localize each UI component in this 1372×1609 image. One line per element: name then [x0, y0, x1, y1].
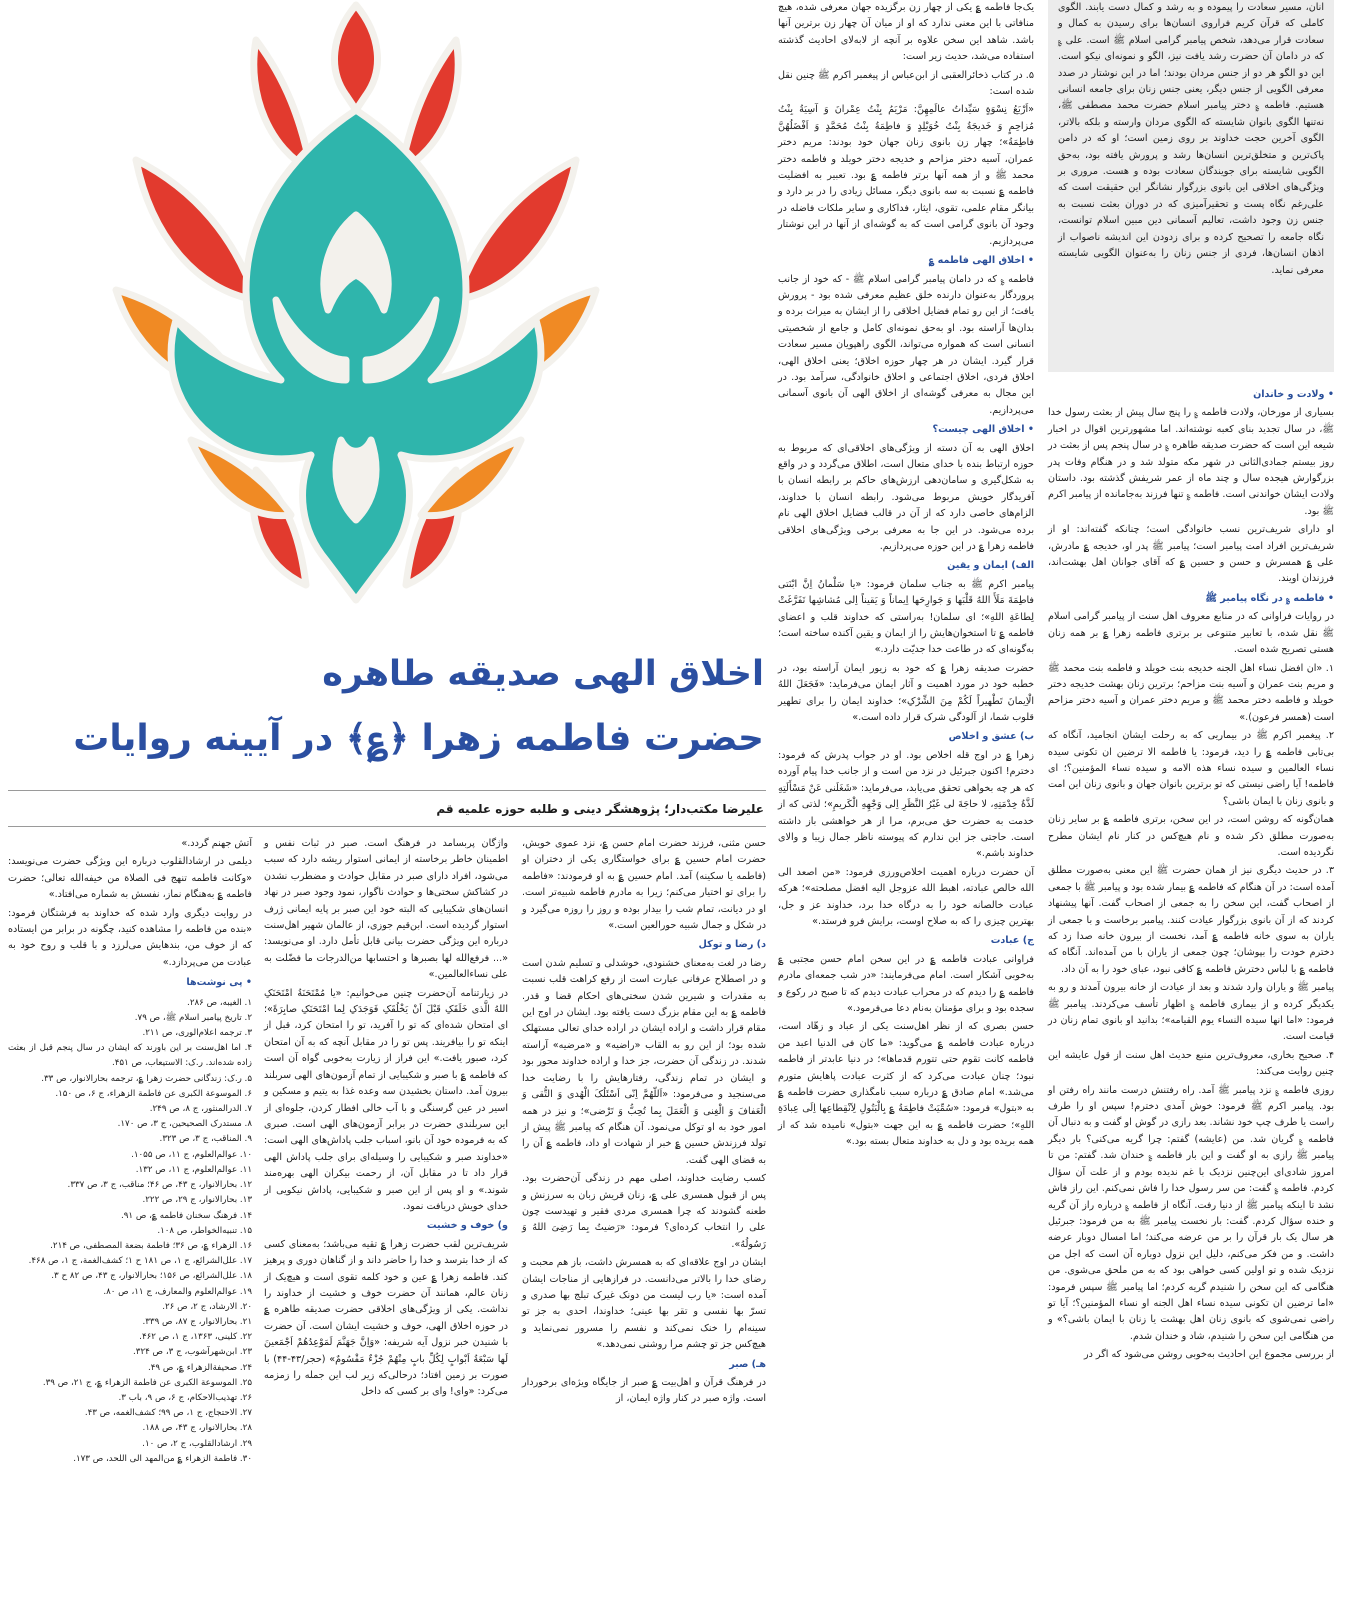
article-title-line-1: اخلاق الهی صدیقه طاهره: [322, 654, 764, 694]
paragraph: آن حضرت درباره اهمیت اخلاص‌ورزی فرمود: «من اصعد الی الله خالص عبادته، اهبط الله عزوجل الیه افضل مصلحته»؛ هرکه عبادت خالصانه خود را به درگاه خدا برد، خداوند عز و جل، بهترین چیزی را که به صلاح اوست، برایش فرو فرستد.»: [778, 866, 1034, 927]
footnote-item: ۱۵. تنبیه‌الخواطر، ص ۱۰۸.: [157, 1225, 252, 1236]
article-title-line-2: حضرت فاطمه زهرا ﴿؏﴾ در آیینه روایات: [73, 718, 764, 759]
footnotes-list: [8, 996, 252, 1467]
paragraph: فراوانی عبادت فاطمه ؏ در این سخن امام حسن مجتبی ؏ به‌خوبی آشکار است. امام می‌فرمایند: «در شب جمعه‌ای مادرم فاطمه ؏ را دیدم که در محراب عبادت دیدم که تا صبح در رکوع و سجده بود و برای مؤمنان به‌نام دعا می‌فرمود.»: [778, 953, 1034, 1014]
paragraph: دیلمی در ارشادالقلوب درباره این ویژگی حضرت می‌نویسد: «وکانت فاطمه تنهج فی الصلاة من خیفه‌الله تعالی؛ حضرت فاطمه ؏ به‌هنگام نماز، نفسش به شماره می‌افتاد.»: [8, 856, 252, 901]
article-column-middle: [778, 0, 1034, 1148]
footnote-item: ۹. المناقب، ج ۳، ص ۳۲۳.: [159, 1134, 252, 1145]
footnote-item: ۱۰. عوالم‌العلوم، ج ۱۱، ص ۱۰۵۵.: [131, 1149, 252, 1160]
footnote-item: ۲. تاریخ پیامبر اسلام ﷺ، ص ۷۹.: [134, 1012, 252, 1023]
section-heading: د) رضا و توکل: [698, 939, 766, 951]
paragraph: ۳. در حدیث دیگری نیز از همان حضرت ﷺ این معنی به‌صورت مطلق آمده است: در آن هنگام که فاطمه ؏ بیمار شده بود و پیامبر ﷺ با جمعی از اصحاب گفت، این سخن را به جمعی از اصحاب گفت. آنها پیشنهاد کردند که از آن بانوی بزرگوار عیادت کنند. پیامبر برخاست و با جمعی از یاران به سوی خانه فاطمه ؏ آمد، نخست از بیرون خانه صدا زد که دخترم خودت را بپوشان؛ چون جمعی از یاران با من آمده‌اند. آنگاه که فاطمه ؏ با لباس دخترش فاطمه ؏ کافی نبود، عبای خود را به آن داد.: [1048, 865, 1334, 975]
footnote-item: ۳۰. فاطمة الزهراء ؏ من‌المهد الی اللحد، ص ۱۷۳.: [73, 1453, 252, 1464]
footnote-item: ۱۹. عوالم‌العلوم والمعارف، ج ۱۱، ص ۸۰.: [103, 1286, 252, 1297]
paragraph: اخلاق الهی به آن دسته از ویژگی‌های اخلاقی‌ای که مربوط به حوزه ارتباط بنده با خدای متعال است، اطلاق می‌گردد و در واقع به شکل‌گیری و سامان‌دهی ارزش‌های حاکم بر رابطه انسان با آفریدگار خویش مربوط می‌شود. رابطه انسان با خداوند، الزام‌های خاصی دارد که از آن در قالب فضایل اخلاق الهی نام برده می‌شود. در این جا به معرفی برخی ویژگی‌های اخلاقی فاطمه زهرا ؏ در این حوزه می‌پردازیم.: [778, 442, 1034, 552]
paragraph: ۲. پیغمبر اکرم ﷺ در بیماریی که به رحلت ایشان انجامید، آنگاه که بی‌تابی فاطمه ؏ را دید، فرمود: یا فاطمه الا ترضین ان تکونی سیده نساء العالمین و سیده نساء هذه الامه و سیده نساء المؤمنین؟؛ ای فاطمه! آیا راضی نیستی که تو برترین بانوان جهان و بانوی زنان این امت و بانوی زنان با ایمان باشی؟: [1048, 730, 1334, 807]
footnote-item: ۶. الموسوعة الکبری عن فاطمة الزهراء، ج ۶، ص ۱۵۰.: [55, 1088, 252, 1099]
footnotes-heading: • پی نوشت‌ها: [186, 977, 252, 989]
paragraph: پیامبر اکرم ﷺ به جناب سلمان فرمود: «یا سَلْمانُ اِنَّ ابْنَتی فاطِمَةَ مَلَأَ اللهُ قَلْبَها وَ جَوارِحَها اِیماناً وَ یَقیناً اِلی مُشاشِها تَفَرَّغَتْ لِطاعَةِ اللهِ»؛ ای سلمان! به‌راستی که خداوند قلب و اعضای فاطمه ؏ تا استخوان‌هایش را از ایمان و یقین آکنده ساخته است؛ به‌گونه‌ای که در طاعت خدا جدیّت دارد.»: [778, 578, 1034, 656]
paragraph: او دارای شریف‌ترین نسب خانوادگی است؛ چنانکه گفته‌اند: او از شریف‌ترین افراد امت پیامبر است؛ پیامبر ﷺ پدر او، خدیجه ؏ مادرش، علی ؏ همسرش و حسن و حسین ؏ که آقای جوانان اهل بهشت‌اند، فرزندان اویند.: [1048, 524, 1334, 585]
paragraph: ۴. صحیح بخاری، معروف‌ترین منبع حدیث اهل سنت از قول عایشه این چنین روایت می‌کند:: [1048, 1049, 1334, 1078]
section-heading: • فاطمه ؏ در نگاه پیامبر ﷺ: [1205, 592, 1334, 604]
ornament-illustration: [96, 0, 616, 632]
article-column-bottom-1: [522, 836, 766, 1604]
paragraph: روزی فاطمه ؏ نزد پیامبر ﷺ آمد. راه رفتنش درست مانند راه رفتن او بود. پیامبر اکرم ﷺ فرمود: خوش آمدی دخترم! سپس او را طرف راست یا طرف چپ خود نشاند. بعد رازی در گوش او گفت و به دنبال آن فاطمه ؏ گریان شد. من (عایشه) گفتم: چرا گریه می‌کنی؟ بار دیگر پیامبر ﷺ رازی به او گفت و این بار فاطمه ؏ خندان شد. گفتم: من تا امروز شادی‌ای این‌چنین نزدیک با غم ندیده بودم و از علت آن سؤال کردم. فاطمه ؏ گفت: من سر رسول خدا را فاش نمی‌کنم. این راز فاش نشد تا اینکه پیامبر ﷺ از دنیا رفت. آنگاه از فاطمه ؏ درباره راز آن گریه و خنده سؤال کردم. گفت: بار نخست پیامبر ﷺ به من فرمود: جبرئیل هر سال یک بار قرآن را بر من عرضه می‌کند؛ اما امسال دوبار عرضه داشت. و من فکر می‌کنم، دلیل این نزول دوباره آن است که اجل من نزدیک شده و تو اولین کسی خواهی بود که به من ملحق می‌شوی. من هنگامی که این سخن را شنیدم گریه کردم؛ اما پیامبر ﷺ سپس فرمود: «اما ترضین ان تکونی سیده نساء اهل الجنه او نساء المؤمنین؟؛ آیا تو راضی نمی‌شوی که بانوی زنان اهل بهشت یا زنان با ایمان باشی؟» و من هنگامی این سخن را شنیدم، شاد و خندان شدم.: [1048, 1084, 1334, 1342]
paragraph: واژگان پربسامد در فرهنگ است. صبر در ثبات نفس و اطمینان خاطر برخاسته از ایمانی استوار ریشه دارد که سبب می‌شود، افراد دارای صبر در مقابل حوادث و مضطرب نشدن در کشاکش سختی‌ها و حوادث ناگوار، نمود وجود صبر در نهاد انسان‌های شکیبایی که البته خود این صبر بر پایه ایمانی ژرف استوار گردیده است. ابن‌قیم جوزی، از عالمان شهیر اهل‌سنت درباره این ویژگی حضرت بیانی قابل تأمل دارد. او می‌نویسد: «... فرفع‌الله لها بصبرها و احتسابها من‌الدرجات ما فضّلت به علی نساء‌العالمین.»: [264, 838, 508, 981]
article-column-bottom-2: [264, 836, 508, 1604]
paragraph: فاطمه ؏ که در دامان پیامبر گرامی اسلام ﷺ - که خود از جانب پروردگار به‌عنوان دارنده خلق عظیم معرفی شده بود - پرورش یافت؛ از این رو تمام فضایل اخلاقی را از ایشان به میراث برده و بدان‌ها آراسته بود. او به‌حق نمونه‌ای کامل و جامع از شخصیتی انسانی است که همواره می‌تواند، الگوی راهپویان مسیر سعادت قرار گیرد. ایشان در هر چهار حوزه اخلاق؛ یعنی اخلاق الهی، اخلاق فردی، اخلاق اجتماعی و اخلاق خانوادگی، سرآمد بود. در این مجال به معرفی گوشه‌ای از اخلاق الهی آن بانوی آسمانی می‌پردازیم.: [778, 273, 1034, 416]
paragraph: پیامبر ﷺ و یاران وارد شدند و بعد از عیادت از خانه بیرون آمدند و رو به یکدیگر کرده و از بیماری فاطمه ؏ اظهار تأسف می‌کردند. پیامبر ﷺ فرمود: «اما انها سیده النساء یوم القیامه»؛ بدانید او بانوی تمام زنان در قیامت است.: [1048, 982, 1334, 1043]
paragraph: بسیاری از مورخان، ولادت فاطمه ؏ را پنج سال پیش از بعثت رسول خدا ﷺ، در سال تجدید بنای کعبه نوشته‌اند. اما مشهورترین اقوال در اخبار شیعه این است که حضرت صدیقه طاهره ؏ در سال پنجم پس از بعثت در روز بیستم جمادی‌الثانی در شهر مکه متولد شد و در هنگام وفات پدر بزرگوارش هیجده سال و چند ماه از عمر شریفش گذشته بود. داستان ولادت ایشان خواندنی است. فاطمه ؏ تنها فرزند به‌جامانده از پیامبر اکرم ﷺ بود.: [1048, 407, 1334, 517]
article-column-right: [1048, 384, 1334, 1604]
paragraph: در روایت دیگری وارد شده که خداوند به فرشتگان فرمود: «بنده من فاطمه را مشاهده کنید، چگونه در برابر من ایستاده که از خوف من، بندهایش می‌لرزد و با قلب و روح خود به عبادت من می‌پردازد.»: [8, 907, 252, 968]
paragraph: همان‌گونه که روشن است، در این سخن، برتری فاطمه ؏ بر سایر زنان به‌صورت مطلق ذکر شده و نام هیچ‌کس در کنار نام ایشان مطرح نگردیده است.: [1048, 814, 1334, 858]
footnote-item: ۲۳. ابن‌شهرآشوب، ج ۳، ص ۳۲۴.: [133, 1347, 252, 1358]
footnote-item: ۲۸. بحارالانوار، ج ۴۳، ص ۱۸۸.: [142, 1423, 252, 1434]
paragraph: شریف‌ترین لقب حضرت زهرا ؏ تقیه می‌باشد؛ به‌معنای کسی که از خدا بترسد و خدا را حاضر داند و از گناهان دوری و پرهیز کند. فاطمه زهرا ؏ عین و خود کلمه تقوی است و هیچ‌یک از زنان عالم، همانند آن حضرت خوف و خشیت از خداوند را نداشت. یکی از ویژگی‌های اخلاقی حضرت صدیقه طاهره ؏ در حوزه اخلاق الهی، خوف و خشیت ایشان است. آن حضرت با شنیدن خبر نزول آیه شریفه: «وَاِنَّ جَهَنَّمَ لَمَوْعِدُهُمْ اَجْمَعینَ لَها سَبْعَةُ اَبْوابٍ لِکُلِّ بابٍ مِنْهُمْ جُزْءٌ مَقْسُومٌ» (حجر/۴۳-۴۴) با صورت بر زمین افتاد؛ درحالی‌که زیر لب این جمله را زمزمه می‌کرد: «وای! وای بر کسی که داخل: [263, 1238, 508, 1398]
paragraph: ۱. «ان افضل نساء اهل الجنه خدیجه بنت خویلد و فاطمه بنت محمد ﷺ و مریم بنت عمران و آسیه بنت مزاحم؛ برترین زنان بهشت خدیجه دختر خویلد و فاطمه دختر محمد ﷺ و مریم دختر عمران و آسیه دختر مزاحم است (همسر فرعون).»: [1048, 662, 1334, 723]
article-author: علیرضا مکتب‌دار؛ پژوهشگر دینی و طلبه حوزه علمیه قم: [436, 802, 764, 816]
paragraph: زهرا ؏ در اوج قله اخلاص بود. او در جواب پدرش که فرمود: دخترم! اکنون جبرئیل در نزد من است و از جانب خدا پیام آورده که هر چه بخواهی تحقق می‌یابد، می‌فرماید: «شَغَلَنی عَنْ مَسْأَلَتِهِ لَذَّةُ خِدْمَتِهِ، لا حاجَةَ لی غَیْرُ النَّظَرِ اِلی وَجْهِهِ الْکَریمِ»؛ لذتی که از خدمت به حضرت حق می‌برم، مرا از هر خواهشی باز داشته است. حاجتی جز این ندارم که پیوسته ناظر جمال زیبا و والای خداوند باشم.»: [778, 749, 1034, 860]
section-heading: • اخلاق الهی فاطمه ؏: [928, 255, 1034, 267]
paragraph: حسن بصری که از نظر اهل‌سنت یکی از عباد و زهّاد است، درباره عبادت فاطمه ؏ می‌گوید: «ما کان فی الدنیا اعبد من فاطمه کانت تقوم حتی تتورم قدماها»؛ در دنیا عابدتر از فاطمه نبود؛ چنان عبادت می‌کرد که از کثرت عبادت پاهایش متورم می‌شد.» امام صادق ؏ درباره سبب نامگذاری حضرت فاطمه ؏ به «بتول» فرمود: «سُمِّیَتْ فاطِمَةُ ؏ بِالْبَتُولِ لِاَنْقِطاعِها اِلَی عِبادَةِ اللهِ»؛ حضرت فاطمه ؏ به این جهت «بتول» نامیده شد که از همه بریده بود و دل به خداوند متعال بسته بود.»: [778, 1021, 1034, 1148]
footnote-item: ۱۷. علل‌الشرائع، ج ۱، ص ۱۸۱ ح ۱؛ کشف‌الغمة، ج ۱، ص ۴۶۸.: [28, 1256, 252, 1267]
footnote-item: ۱۸. علل‌الشرائع، ص ۱۵۶؛ بحارالانوار، ج ۴۳، ص ۸۲ ح ۳.: [51, 1271, 252, 1282]
paragraph: یک‌جا فاطمه ؏ یکی از چهار زن برگزیده جهان معرفی شده، هیچ منافاتی با این معنی ندارد که او از میان آن چهار زن برترین آنها باشد. شاهد این سخن علاوه بر آنچه از لابه‌لای احادیث گذشته استفاده می‌شد، حدیث زیر است:: [778, 2, 1034, 63]
section-heading: و) خوف و خشیت: [426, 1220, 508, 1232]
paragraph: رضا در لغت به‌معنای خشنودی، خوشدلی و تسلیم شدن است و در اصطلاح عرفانی عبارت است از رفع کراهت قلب نسبت به مقدرات و شیرین شدن سختی‌های احکام قضا و قدر. فاطمه ؏ به این مقام بزرگ دست یافته بود. ایشان در اوج این مقام قرار داشت و اراده ایشان در اراده خدای تعالی مستهلک شده بود؛ از این رو به القاب «راضیه» و «مرضیه» آراسته شدند. در زندگی آن حضرت، جز خدا و اراده خداوند محور بود و ایشان در تمام زندگی، رفتارهایش را با رضایت خدا می‌سنجید و می‌فرمود: «اَللّهُمَّ اِنّی اَسْئَلُکَ الْهُدی وَ التُّقی وَ الْعَفافَ وَ الْغِنی وَ الْعَمَلَ بِما تُحِبُّ وَ تَرْضی»؛ و نیز در همه امور خود به او توکل می‌نمود. آن هنگام که پیامبر ﷺ پیش از تولد فرزندش حسین ؏ خبر از شهادت او داد، فاطمه ؏ آن را به قضای الهی گفت.: [522, 957, 766, 1166]
footnote-item: ۴. اما اهل‌سنت بر این باورند که ایشان در سال پنجم قبل از بعثت زاده شده‌اند. ر.ک: الاستیعاب، ص ۴۵۱.: [8, 1043, 252, 1069]
footnote-item: ۱۲. بحارالانوار، ج ۴۳، ص ۴۶؛ مناقب، ج ۳، ص ۳۳۷.: [67, 1180, 252, 1191]
author-divider: [8, 826, 766, 827]
title-divider: [8, 790, 766, 791]
section-heading: ب) عشق و اخلاص: [948, 731, 1034, 743]
footnote-item: ۱. الغیبه، ص ۲۸۶.: [187, 997, 252, 1008]
paragraph: از بررسی مجموع این احادیث به‌خوبی روشن می‌شود که اگر در: [1083, 1349, 1334, 1361]
footnote-item: ۱۳. بحارالانوار، ج ۲۹، ص ۲۲۲.: [142, 1195, 252, 1206]
paragraph: حسن مثنی، فرزند حضرت امام حسن ؏، نزد عموی خویش، حضرت امام حسین ؏ برای خواستگاری یکی از دختران او (فاطمه یا سکینه) آمد. امام حسین ؏ به او فرمودند: «فاطمه را برای تو اختیار می‌کنم؛ زیرا به مادرم فاطمه شبیه‌تر است. او در دیانت، تمام شب را بیدار بوده و روز را روزه می‌گیرد و در شکل و جمال شبیه حورالعین است.»: [522, 838, 766, 932]
footnote-item: ۲۴. صحیفة‌الزهراء ؏، ص ۴۹.: [147, 1362, 252, 1373]
footnote-item: ۳. ترجمه اعلام‌الوری، ص ۲۱۱.: [142, 1028, 252, 1039]
section-heading: • ولادت و خاندان: [1253, 389, 1334, 400]
paragraph: حضرت صدیقه زهرا ؏ که خود به زیور ایمان آراسته بود، در خطبه خود در مورد اهمیت و آثار ایمان می‌فرماید: «فَجَعَلَ اللهُ الْاِیمانَ تَطْهیراً لَکُمْ مِنَ الشِّرْکِ»؛ خداوند ایمان را برای تطهیر قلوب شما، از آلودگی شرک قرار داده است.»: [778, 662, 1034, 724]
intro-text: انان، مسیر سعادت را پیموده و به رشد و کمال دست یابند. الگوی کاملی که قرآن کریم فراروی انسان‌ها برای رسیدن به کمال و سعادت قرار می‌دهد، شخص پیامبر گرامی اسلام ﷺ است. علی ؏ که در دامان آن حضرت رشد یافت نیز، الگو و نمونه‌ای نیکو است. این دو الگو هر دو از جنس مردان بودند؛ اما در این نوشتار در صدد معرفی الگویی از جنس دیگر، یعنی جنس زنان برای جامعه انسانی هستیم. فاطمه ؏ دختر پیامبر اسلام حضرت محمد مصطفی ﷺ، نه‌تنها الگوی بانوان شایسته که الگوی مردان وارسته و بلکه بالاتر، الگوی آخرین حجت خداوند بر روی زمین است؛ او که در دامن پاک‌ترین و متخلق‌ترین انسان‌ها رشد و پرورش یافته بود، به‌حق الگویی شایسته برای جویندگان سعادت بوده و هست. مروری بر ویژگی‌های اخلاقی این بانوی بزرگوار نشانگر این حقیقت است که علی‌رغم نگاه پست و تحقیرآمیزی که در دوران بعثت نسبت به جنس زن وجود داشت، تعالیم آسمانی دین مبین اسلام توانست، نگاه جامعه را تصحیح کرده و برای زدودن این اندیشه ناصواب از اذهان انسان‌ها، فردی از جنس زنان را به‌عنوان الگویی شایسته معرفی نماید.: [1058, 2, 1324, 276]
intro-box: [1048, 0, 1334, 372]
section-heading: ج) عبادت: [990, 935, 1034, 947]
footnote-item: ۱۱. عوالم‌العلوم، ج ۱۱، ص ۱۳۲.: [135, 1164, 252, 1175]
paragraph: ۵. در کتاب ذخائرالعقبی از ابن‌عباس از پیغمبر اکرم ﷺ چنین نقل شده است:: [778, 69, 1034, 98]
section-heading: الف) ایمان و یقین: [947, 560, 1034, 572]
footnote-item: ۵. ر.ک: زندگانی حضرت زهرا ؏، ترجمه بحارالانوار، ص ۳۳.: [41, 1073, 252, 1084]
footnote-item: ۲۲. کلینی، ۱۳۶۳، ج ۱، ص ۴۶۲.: [139, 1332, 252, 1343]
footnote-item: ۲۰. الارشاد، ج ۲، ص ۲۶.: [162, 1301, 252, 1312]
footnote-item: ۲۹. ارشادالقلوب، ج ۲، ص ۱۰.: [142, 1438, 252, 1449]
footnote-item: ۲۵. الموسوعة الکبری عن فاطمة الزهراء ؏، ج ۲۱، ص ۳۹.: [42, 1377, 252, 1388]
footnote-item: ۸. مستدرک الصحیحین، ج ۳، ص ۱۷۰.: [117, 1119, 252, 1130]
footnote-item: ۲۶. تهذیب‌الاحکام، ج ۶، ص ۹، باب ۳.: [118, 1392, 252, 1403]
paragraph: در روایات فراوانی که در منابع معروف اهل سنت از پیامبر گرامی اسلام ﷺ نقل شده، با تعابیر متنوعی بر برتری فاطمه زهرا ؏ بر همه زنان هستی تصریح شده است.: [1048, 611, 1334, 656]
paragraph: آتش جهنم گردد.»: [181, 838, 252, 849]
section-heading: هـ) صبر: [729, 1358, 766, 1370]
paragraph: ایشان در اوج علاقه‌ای که به همسرش داشت، باز هم محبت و رضای خدا را بالاتر می‌دانست. در فرازهایی از مناجات ایشان آمده است: «یا رب لیست من دونک غیرک تبلج بها صدری و تسرّ بها نفسی و تقر بها عینی؛ خداوندا، احدی به جز تو سینه‌ام را خنک نمی‌کند و نفسم را مسرور نمی‌نماید و هیچ‌کس جز تو چشم مرا روشنی نمی‌دهد.»: [522, 1257, 766, 1351]
paragraph: کسب رضایت خداوند، اصلی مهم در زندگی آن‌حضرت بود. پس از قبول همسری علی ؏، زنان قریش زبان به سرزنش و طعنه گشودند که چرا همسری مردی فقیر و تهیدست چون علی را انتخاب کرده‌ای؟ فرمود: «رَضیتُ بِما رَضِیَ اللهُ وَ رَسُولُهُ».: [522, 1173, 766, 1250]
footnote-item: ۷. الدرالمنثور، ج ۸، ص ۲۴۹.: [149, 1104, 252, 1115]
footnote-item: ۱۴. فرهنگ سخنان فاطمه ؏، ص ۹۱.: [120, 1210, 252, 1221]
footnote-item: ۲۷. الاحتجاج، ج ۱، ص ۹۹؛ کشف‌الغمه، ص ۴۳.: [84, 1408, 252, 1419]
section-heading: • اخلاق الهی چیست؟: [932, 424, 1034, 436]
footnote-item: ۱۶. الزهراء ؏، ص ۳۶؛ فاطمة بضعة المصطفی، ص ۲۱۴.: [50, 1240, 252, 1251]
article-column-bottom-3: [8, 836, 252, 1604]
paragraph: در زیارتنامه آن‌حضرت چنین می‌خوانیم: «یا مُمْتَحَنَةُ امْتَحَنَکِ اللهُ الَّذی خَلَقَکِ قَبْلَ اَنْ یَخْلُقَکِ فَوَجَدَکِ لِما امْتَحَنَکِ صابِرَةً»؛ ای امتحان شده‌ای که تو را آفرید، تو را امتحان کرد، قبل از اینکه تو را بیافریند. پس تو را در مقابل آنچه که به آن امتحان کرد، صبور یافت.» این فراز از زیارت به‌خوبی گواه آن است که فاطمه ؏ با صبر و شکیبایی از تمام آزمون‌های الهی سربلند بیرون آمد. داستان بخشیدن سه وعده غذا به یتیم و مسکین و اسیر در عین گرسنگی و با آب خالی افطار کردن، جلوه‌ای از این سربلندی حضرت در برابر آزمون‌های الهی است. صبری که به فرموده خود آن بانو، اسباب جلب پاداش‌های الهی است: «خداوند صبر و شکیبایی را وسیله‌ای برای جلب پاداش الهی قرار داد تا در مقابل آن، از رحمت بیکران الهی بهره‌مند شوند.» و او پس از این صبر و شکیبایی، پاداش نیکویی از خدای خویش دریافت نمود.: [264, 987, 508, 1212]
paragraph: «اَرْبَعُ نِسْوَةٍ سَیِّداتُ عالَمِهِنَّ: مَرْیَمُ بِنْتُ عِمْرانَ وَ آسِیَةُ بِنْتُ مُزاحِمٍ وَ خَدیجَةُ بِنْتُ خُوَیْلِدٍ وَ فاطِمَةُ بِنْتُ مُحَمَّدٍ وَ اَفْضَلُهُنَّ فاطِمَةُ»؛ چهار زن بانوی زنان جهان خود بودند: مریم دختر عمران، آسیه دختر مزاحم و خدیجه دختر خویلد و فاطمه دختر محمد ﷺ و از همه آنها برتر فاطمه ؏ بود. تعبیر به افضلیت فاطمه ؏ نسبت به سه بانوی دیگر، مسائل زیادی را در بر دارد و بیانگر مقام علمی، تقوی، ایثار، فداکاری و سایر ملکات فاضله در وجود آن بانوی گرامی است که به گوشه‌ای از آنها در این نوشتار می‌پردازیم.: [778, 104, 1034, 247]
paragraph: در فرهنگ قرآن و اهل‌بیت ؏ صبر از جایگاه ویژه‌ای برخوردار است. واژه صبر در کنار واژه ایمان، از: [522, 1377, 766, 1405]
footnote-item: ۲۱. بحارالانوار، ج ۸۷، ص ۳۳۹.: [142, 1316, 252, 1327]
